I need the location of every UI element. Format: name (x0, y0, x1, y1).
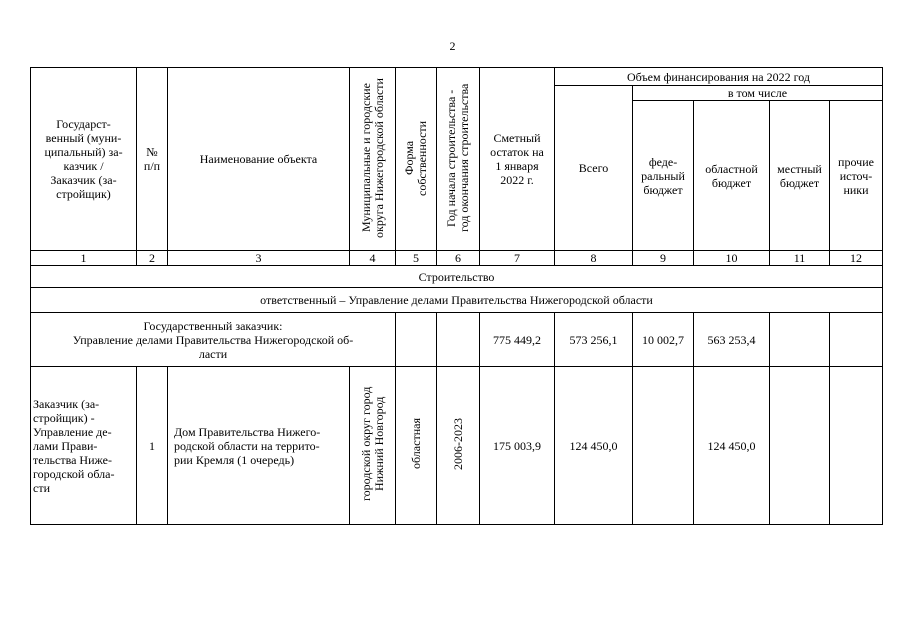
column-number: 3 (168, 251, 350, 266)
header-years-text: Год начала строительства - год окончания строительства (444, 83, 471, 232)
row-other (830, 367, 883, 525)
header-object-name: Наименование объекта (168, 68, 350, 251)
row-total: 124 450,0 (555, 367, 633, 525)
header-years (437, 68, 480, 251)
header-municipality-text: Муниципальные и городские округа Нижегородской области (358, 77, 386, 238)
row-years-text: 2006-2023 (450, 418, 465, 470)
financing-table (30, 67, 883, 525)
header-number: № п/п (137, 68, 168, 251)
section-title: Строительство (31, 266, 883, 288)
column-number: 10 (694, 251, 770, 266)
header-federal: феде- ральный бюджет (633, 101, 694, 251)
row-ownership (396, 367, 437, 525)
row-ownership-text: областная (408, 418, 423, 470)
header-customer: Государст- венный (муни- ципальный) за- казчик / Заказчик (за- стройщик) (31, 68, 137, 251)
header-regional: областной бюджет (694, 101, 770, 251)
summary-row (31, 313, 883, 367)
summary-label: Государственный заказчик: Управление делами Правительства Нижегородской об- ласти (31, 313, 396, 367)
header-municipality (350, 68, 396, 251)
column-number: 6 (437, 251, 480, 266)
summary-estimate-balance: 775 449,2 (480, 313, 555, 367)
row-number: 1 (137, 367, 168, 525)
header-other: прочие источ- ники (830, 101, 883, 251)
header-including: в том числе (633, 86, 883, 101)
row-municipality-text: городской округ город Нижний Новгород (358, 386, 386, 502)
header-ownership (396, 68, 437, 251)
column-number: 7 (480, 251, 555, 266)
column-number: 9 (633, 251, 694, 266)
responsible-title: ответственный – Управление делами Правительства Нижегородской области (31, 288, 883, 313)
summary-local (770, 313, 830, 367)
column-number: 12 (830, 251, 883, 266)
header-total: Всего (555, 86, 633, 251)
row-local (770, 367, 830, 525)
table-row (31, 367, 883, 525)
summary-years (437, 313, 480, 367)
column-number: 5 (396, 251, 437, 266)
row-object-name: Дом Правительства Нижего- родской области на террито- рии Кремля (1 очередь) (168, 367, 350, 525)
summary-other (830, 313, 883, 367)
summary-total: 573 256,1 (555, 313, 633, 367)
summary-federal: 10 002,7 (633, 313, 694, 367)
row-municipality (350, 367, 396, 525)
page-number: 2 (449, 39, 456, 53)
column-number: 1 (31, 251, 137, 266)
header-estimate-balance: Сметный остаток на 1 января 2022 г. (480, 68, 555, 251)
column-number: 4 (350, 251, 396, 266)
row-customer: Заказчик (за- стройщик) - Управление де- лами Прави- тельства Ниже- городской обла- сти (31, 367, 137, 525)
column-number: 8 (555, 251, 633, 266)
row-years (437, 367, 480, 525)
header-local: местный бюджет (770, 101, 830, 251)
column-number: 11 (770, 251, 830, 266)
column-number: 2 (137, 251, 168, 266)
row-regional: 124 450,0 (694, 367, 770, 525)
column-number-row (31, 251, 883, 266)
row-estimate-balance: 175 003,9 (480, 367, 555, 525)
summary-regional: 563 253,4 (694, 313, 770, 367)
header-financing-volume: Объем финансирования на 2022 год (555, 68, 883, 86)
row-federal (633, 367, 694, 525)
header-ownership-text: Форма собственности (402, 119, 429, 196)
summary-ownership (396, 313, 437, 367)
